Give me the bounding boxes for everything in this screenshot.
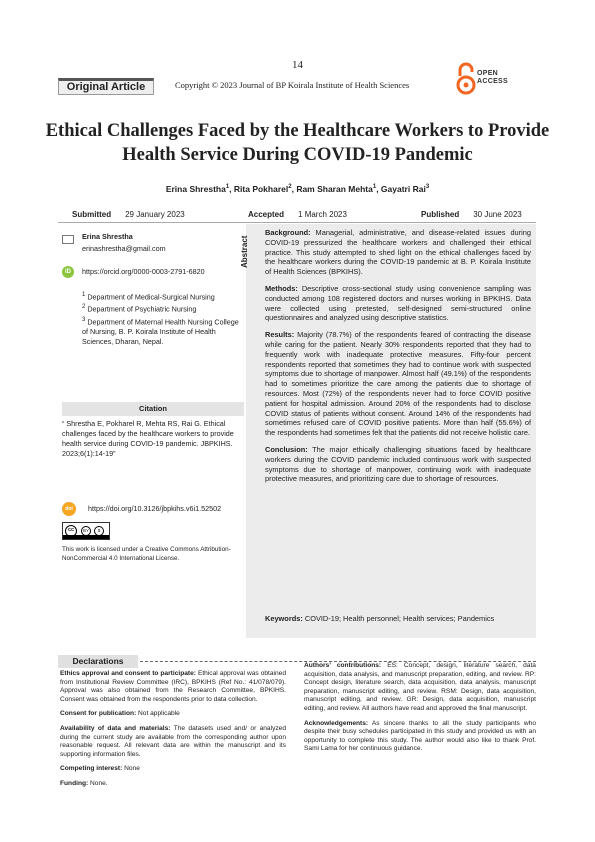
abstract-background: Background: Managerial, administrative, and disease-related issues during COVID-19 pressurized the healthcare workers and challenged their ethical practice. This study attempted to shed light on the ethical challenges faced by the healthcare workers during the COVID-19 pandemic at B. P. Koirala Institute of Health Sciences (BPKIHS). xyxy=(265,228,531,277)
accepted-date: Accepted 1 March 2023 xyxy=(248,210,347,219)
declarations-left xyxy=(60,670,286,795)
declarations-right xyxy=(304,662,536,760)
orcid-link[interactable]: https://orcid.org/0000-0003-2791-6820 xyxy=(82,267,205,276)
open-access-text-1: OPEN xyxy=(477,70,499,77)
acknowledgements: Acknowledgements: As sincere thanks to all the study participants who despite their busy schedules participated in this study and provided us with an opportunity to complete this study. The author would also like to thank Prof. Sami Lama for her continuous guidance. xyxy=(304,719,536,753)
author-name: Erina Shrestha xyxy=(165,184,226,194)
ethics-statement: Ethics approval and consent to participate: Ethical approval was obtained from Institutional Review Committee (IRC), BPKIHS (Ref No.: 41/078/079). Approval was also obtained from the Research Committee, BPKIHS. Consent was obtained from the respondents prior to data collection. xyxy=(60,670,286,703)
affiliation-item: $^1$ Department of Medical-Surgical Nursing xyxy=(82,292,215,302)
affiliation-item: $^3$ Department of Maternal Health Nursing College of Nursing, B. P. Koirala Institute of Health Sciences, Dharan, Nepal. xyxy=(82,316,239,347)
author-name: Ram Sharan Mehta xyxy=(296,184,373,194)
author-list: Erina Shrestha$^1$, Rita Pokharel$^2$, Ram Sharan Mehta$^1$, Gayatri Rai$^3$ xyxy=(165,184,430,194)
abstract-results: Results: Majority (78.7%) of the respondents feared of contracting the disease while caring for the patient. Nearly 30% respondents reported that they had to frequently work with inadequate protective measures. Fifty-four percent respondents reported that sometimes they had to continue work with suspected symptoms due to shortage of manpower. Almost half (49.1%) of the respondents had to sometimes prioritize the care among the patients due to shortage of resources. Most (72%) of the respondents never had to force COVID positive patient for hospital admission. Around 20% of the respondents had to disclose COVID status of patients without consent. Around 14% of the respondents had sometimes refused care of COVID positive patients. More than half (55.6%) of the respondents had sometimes felt that the patients did not receive holistic care. xyxy=(265,330,531,438)
envelope-icon xyxy=(62,235,74,244)
keywords-box: Keywords: COVID-19; Health personnel; Health services; Pandemics xyxy=(246,602,536,638)
author-email[interactable]: erinashrestha@gmail.com xyxy=(82,244,166,253)
creative-commons-badge[interactable]: cc BY $ xyxy=(62,522,110,540)
competing-interest: Competing interest: None xyxy=(60,765,140,773)
declarations-heading: Declarations xyxy=(58,655,138,668)
consent-statement: Consent for publication: Not applicable xyxy=(60,710,180,718)
availability-statement: Availability of data and materials: The datasets used and/ or analyzed during the current study are available from the corresponding author upon reasonable request. All relevant data are within the manuscript and its supporting information files. xyxy=(60,724,286,758)
published-date: Published 30 June 2023 xyxy=(421,210,522,219)
abstract-body xyxy=(265,228,531,491)
author-name: Rita Pokharel xyxy=(233,184,289,194)
author-name: Gayatri Rai xyxy=(380,184,426,194)
doi-icon: doi xyxy=(62,502,76,516)
affiliations xyxy=(82,290,242,347)
license-text: This work is licensed under a Creative Commons Attribution-NonCommercial 4.0 International License. xyxy=(62,546,231,562)
affiliation-item: $^2$ Department of Psychiatric Nursing xyxy=(82,304,197,314)
corresponding-author: Erina Shrestha xyxy=(82,232,133,241)
submitted-date: Submitted 29 January 2023 xyxy=(72,210,185,219)
open-access-text-2: ACCESS xyxy=(477,78,508,85)
article-title: Ethical Challenges Faced by the Healthcare Workers to Provide Health Service During COVID-19 Pandemic xyxy=(45,121,550,165)
open-access-logo xyxy=(455,62,535,98)
page-number: 14 xyxy=(292,59,303,71)
abstract-conclusion: Conclusion: The major ethically challenging situations faced by healthcare workers during the COVID pandemic included continuous work with suspected symptoms due to shortage of manpower, continuing work with inadequate protective measures, and prioritizing care due to shortage of resources. xyxy=(265,444,532,484)
citation-text: “ Shrestha E, Pokharel R, Mehta RS, Rai G. Ethical challenges faced by the healthcare workers to provide health service during COVID-19 pandemic. JBPKIHS. 2023;6(1):14-19” xyxy=(62,419,234,458)
abstract-box xyxy=(240,224,536,612)
author-contributions: Authors’ contributions: ES: Concept, design, literature search, data acquisition, data analysis, and manuscript preparation, editing, and review. RP: Concept design, literature search, data acquisition, data analysis, manuscript preparation, manuscript editing, and review. RSM: Design, data acquisition, manuscript editing, and review. GR: Design, data acquisition, manuscript editing, and review. All authors have read and approved the final manuscript. xyxy=(304,662,536,712)
orcid-icon: iD xyxy=(62,266,74,278)
abstract-methods: Methods: Descriptive cross-sectional study using convenience sampling was conducted among 108 registered doctors and nurses working in BPKIHS. Data were collected using pretested, self-designed semi-structured online questionnaires and analyzed using descriptive statistics. xyxy=(265,283,531,323)
citation-heading: Citation xyxy=(62,402,244,416)
abstract-label: Abstract xyxy=(240,235,249,268)
copyright-line: Copyright © 2023 Journal of BP Koirala Institute of Health Sciences xyxy=(175,80,410,90)
divider xyxy=(58,222,536,223)
article-type-badge: Original Article xyxy=(58,78,154,95)
doi-link[interactable]: https://doi.org/10.3126/jbpkihs.v6i1.52502 xyxy=(88,504,222,513)
open-access-lock-icon xyxy=(455,62,477,96)
funding-statement: Funding: None. xyxy=(60,779,108,787)
